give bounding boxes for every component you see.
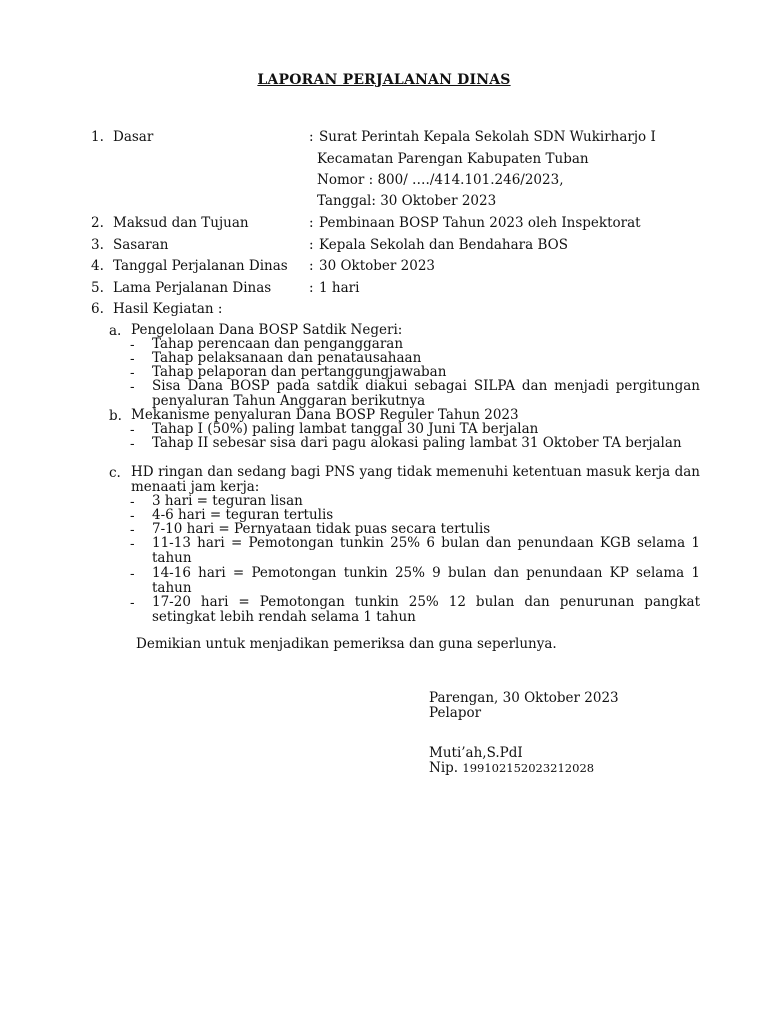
field-dasar	[91, 129, 711, 151]
field-number: 3.	[91, 237, 104, 253]
signature-role: Pelapor	[429, 705, 482, 721]
dash-bullet: -	[130, 595, 135, 611]
dash-bullet: -	[130, 422, 135, 438]
list-item-text: 11-13 hari = Pemotongan tunkin 25% 6 bulan dan penundaan KGB selama 1 tahun	[152, 535, 700, 566]
list-item-text: Tahap perencaan dan penganggaran	[152, 336, 404, 352]
field-colon: :	[309, 280, 314, 296]
dash-bullet: -	[130, 365, 135, 381]
field-label: Sasaran	[113, 237, 169, 253]
field-value: Kepala Sekolah dan Bendahara BOS	[319, 237, 568, 253]
field-colon: :	[309, 258, 314, 274]
field-number: 2.	[91, 215, 104, 231]
nip-value: 199102152023212028	[462, 761, 595, 775]
field-number: 6.	[91, 301, 104, 317]
field-value: Surat Perintah Kepala Sekolah SDN Wukirharjo I	[319, 129, 656, 145]
page-title: LAPORAN PERJALANAN DINAS	[257, 72, 511, 88]
list-item-text: Tahap pelaporan dan pertanggungjawaban	[152, 364, 447, 380]
field-label: Maksud dan Tujuan	[113, 215, 249, 231]
field-number: 5.	[91, 280, 104, 296]
nip-label: Nip.	[429, 760, 459, 776]
field-label: Tanggal Perjalanan Dinas	[113, 258, 288, 274]
field-lama-perjalanan	[91, 280, 711, 302]
field-value: 1 hari	[319, 280, 360, 296]
field-hasil-kegiatan	[91, 301, 711, 323]
dasar-continuation-line: Nomor : 800/ …./414.101.246/2023,	[317, 172, 564, 188]
dash-bullet: -	[130, 522, 135, 538]
list-item-text: Tahap I (50%) paling lambat tanggal 30 Juni TA berjalan	[152, 421, 539, 437]
list-item-text: 4-6 hari = teguran tertulis	[152, 507, 334, 523]
section-letter: a.	[109, 323, 122, 339]
list-item-text: 3 hari = teguran lisan	[152, 493, 303, 509]
closing-statement: Demikian untuk menjadikan pemeriksa dan guna seperlunya.	[136, 636, 557, 652]
dash-bullet: -	[130, 536, 135, 552]
section-heading: Mekanisme penyaluran Dana BOSP Reguler Tahun 2023	[131, 407, 519, 423]
list-item-text: Tahap pelaksanaan dan penatausahaan	[152, 350, 422, 366]
dasar-continuation-line: Tanggal: 30 Oktober 2023	[317, 193, 497, 209]
dash-bullet: -	[130, 436, 135, 452]
field-sasaran	[91, 237, 711, 259]
signature-place-date: Parengan, 30 Oktober 2023	[429, 690, 619, 706]
list-item-text: Tahap II sebesar sisa dari pagu alokasi paling lambat 31 Oktober TA berjalan	[152, 435, 682, 451]
dash-bullet: -	[130, 566, 135, 582]
signature-name: Muti’ah,S.PdI	[429, 745, 523, 761]
section-heading: HD ringan dan sedang bagi PNS yang tidak memenuhi ketentuan masuk kerja dan menaati jam kerja:	[131, 464, 700, 495]
dash-bullet: -	[130, 351, 135, 367]
field-colon: :	[309, 215, 314, 231]
dash-bullet: -	[130, 337, 135, 353]
signature-nip	[429, 760, 594, 776]
field-value: 30 Oktober 2023	[319, 258, 436, 274]
field-maksud-tujuan	[91, 215, 711, 237]
list-item-text: 14-16 hari = Pemotongan tunkin 25% 9 bulan dan penundaan KP selama 1 tahun	[152, 565, 700, 596]
field-label: Hasil Kegiatan :	[113, 301, 223, 317]
field-number: 4.	[91, 258, 104, 274]
field-tanggal-perjalanan	[91, 258, 711, 280]
field-colon: :	[309, 237, 314, 253]
list-item-text: 17-20 hari = Pemotongan tunkin 25% 12 bulan dan penurunan pangkat setingkat lebih rendah selama 1 tahun	[152, 594, 700, 625]
section-letter: c.	[109, 465, 121, 481]
dash-bullet: -	[130, 494, 135, 510]
field-number: 1.	[91, 129, 104, 145]
list-item-text: Sisa Dana BOSP pada satdik diakui sebagai SILPA dan menjadi pergitungan penyaluran Tahun Anggaran berikutnya	[152, 378, 700, 409]
dasar-continuation-line: Kecamatan Parengan Kabupaten Tuban	[317, 151, 589, 167]
field-label: Lama Perjalanan Dinas	[113, 280, 272, 296]
section-letter: b.	[109, 408, 122, 424]
dash-bullet: -	[130, 508, 135, 524]
list-item-text: 7-10 hari = Pernyataan tidak puas secara tertulis	[152, 521, 491, 537]
section-heading: Pengelolaan Dana BOSP Satdik Negeri:	[131, 322, 403, 338]
field-label: Dasar	[113, 129, 154, 145]
field-value: Pembinaan BOSP Tahun 2023 oleh Inspektorat	[319, 215, 641, 231]
field-colon: :	[309, 129, 314, 145]
dash-bullet: -	[130, 379, 135, 395]
